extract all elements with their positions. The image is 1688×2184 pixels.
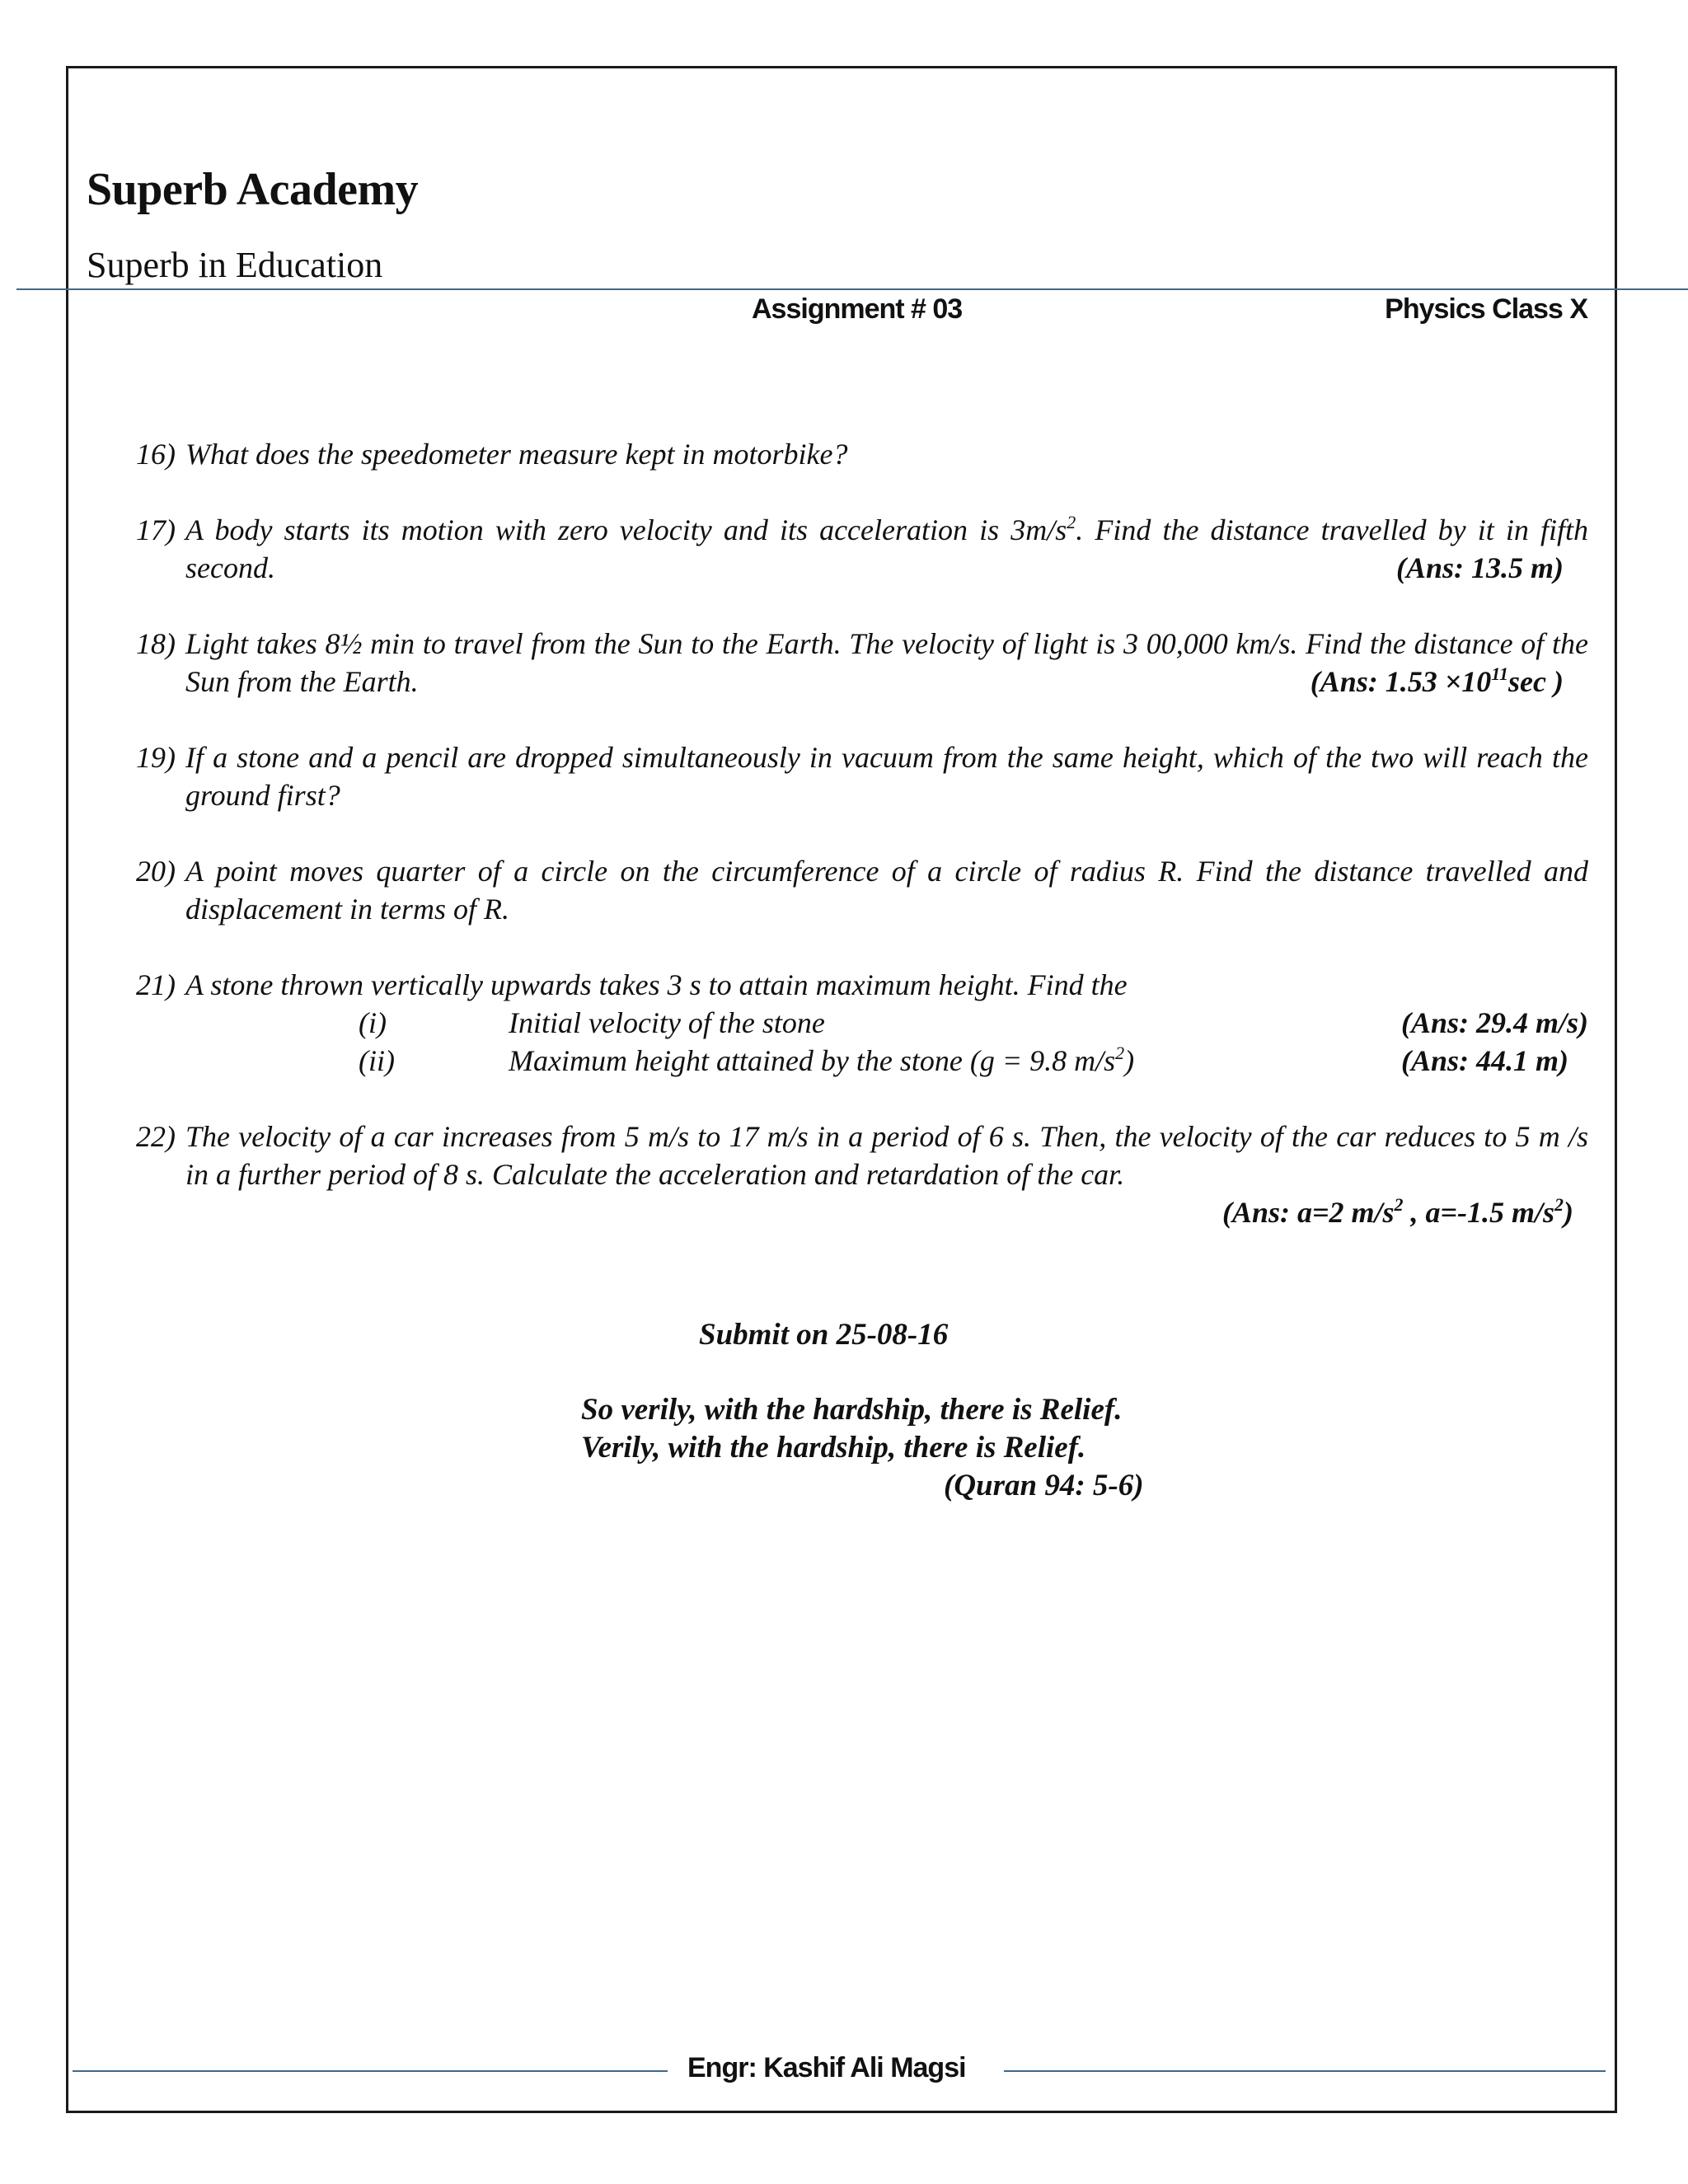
question-text: A stone thrown vertically upwards takes 3 s to attain maximum height. Find the: [185, 968, 1128, 1001]
header-divider: [16, 288, 1688, 290]
question-19: [136, 738, 1588, 814]
class-label: Physics Class X: [1385, 293, 1587, 325]
sub-question-i: [185, 1004, 1588, 1042]
answer: (Ans: a=2 $m/s^2$ , a=-1.5 $m/s^2$): [1221, 1194, 1573, 1229]
quote-block: [581, 1391, 1207, 1505]
question-number: 22): [136, 1120, 176, 1153]
sub-question-number: (ii): [359, 1044, 395, 1077]
question-number: 18): [136, 627, 176, 660]
submit-date: Submit on 25-08-16: [699, 1318, 949, 1352]
quote-line: Verily, with the hardship, there is Relief.: [581, 1431, 1086, 1465]
sub-question-number: (i): [359, 1006, 387, 1039]
answer: (Ans: 13.5 m): [1395, 551, 1564, 584]
footer-divider-right: [1004, 2070, 1606, 2072]
question-text: The velocity of a car increases from 5 m/s to 17 m/s in a period of 6 s. Then, the velocity of the car reduces to 5 m /s in a further period of 8 s. Calculate the acceleration and retardation of the car.: [185, 1120, 1588, 1191]
answer: (Ans: $1.53 \times 10^{11}\sec$ ): [1310, 663, 1564, 698]
question-text: What does the speedometer measure kept in motorbike?: [185, 438, 848, 471]
sub-question-text: Maximum height attained by the stone (g = 9.8 $m/s^2$): [509, 1043, 1135, 1077]
question-21: [136, 966, 1588, 1080]
quote-line: So verily, with the hardship, there is Relief.: [581, 1393, 1123, 1427]
question-18: [136, 625, 1588, 701]
question-16: [136, 435, 1588, 473]
sub-question-text: Initial velocity of the stone: [509, 1006, 825, 1039]
answer: (Ans: 44.1 m): [1400, 1044, 1568, 1077]
question-20: [136, 852, 1588, 928]
question-text: If a stone and a pencil are dropped simultaneously in vacuum from the same height, which of the two will reach the ground first?: [185, 741, 1588, 812]
question-text: A point moves quarter of a circle on the circumference of a circle of radius R. Find the distance travelled and displacement in terms of R.: [185, 855, 1588, 926]
question-22: [136, 1118, 1588, 1231]
question-text: Light takes 8½ min to travel from the Sun to the Earth. The velocity of light is 3 00,000 km/s. Find the distance of the Sun from the Earth. (Ans: $1.53 \times 10^{11}\sec$ ): [185, 625, 1588, 701]
footer-divider-left: [73, 2070, 668, 2072]
question-17: [136, 511, 1588, 587]
academy-tagline: Superb in Education: [87, 245, 383, 285]
academy-name: Superb Academy: [87, 164, 419, 215]
question-number: 19): [136, 741, 176, 774]
answer: (Ans: 29.4 m/s): [1400, 1006, 1588, 1039]
sub-question-ii: [185, 1042, 1588, 1080]
question-number: 21): [136, 968, 176, 1001]
footer-author: Engr: Kashif Ali Magsi: [687, 2052, 966, 2083]
quote-reference: (Quran 94: 5-6): [944, 1469, 1144, 1502]
question-text: A body starts its motion with zero velocity and its acceleration is $3m/s^2$. Find the distance travelled by it in fifth second. (Ans: 13.5 m): [185, 511, 1588, 587]
assignment-title: Assignment # 03: [752, 293, 963, 325]
question-list: [136, 435, 1588, 1269]
question-number: 17): [136, 513, 176, 546]
question-number: 16): [136, 438, 176, 471]
question-number: 20): [136, 855, 176, 888]
